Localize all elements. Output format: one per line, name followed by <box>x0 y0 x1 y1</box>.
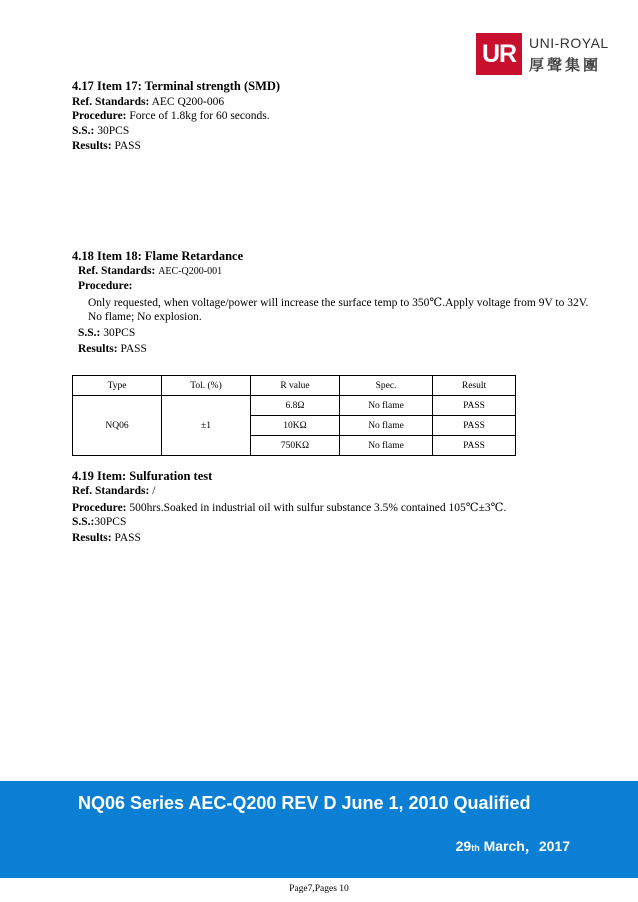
page-number: Page7,Pages 10 <box>289 884 349 894</box>
logo-name-cn: 厚聲集團 <box>529 56 602 74</box>
table-header-row <box>73 376 516 396</box>
footer-title: NQ06 Series AEC-Q200 REV D June 1, 2010 Qualified <box>78 793 531 813</box>
section-418-ss: S.S.: 30PCS <box>78 327 136 339</box>
col-r-value: R value <box>251 376 340 396</box>
logo-name-en: UNI-ROYAL <box>529 35 609 51</box>
cell-result: PASS <box>433 436 516 456</box>
section-418-procedure-line1: Only requested, when voltage/power will increase the surface temp to 350℃.Apply voltage from 9V to 32V. <box>88 297 589 309</box>
footer-date: 29th March，2017 <box>455 838 570 854</box>
section-418-procedure-label: Procedure: <box>78 280 133 292</box>
cell-type: NQ06 <box>73 396 162 456</box>
flame-results-table <box>72 375 516 456</box>
cell-result: PASS <box>433 416 516 436</box>
cell-spec: No flame <box>340 396 433 416</box>
section-419-ref: Ref. Standards: / <box>72 485 156 497</box>
section-419-heading: 4.19 Item: Sulfuration test <box>72 469 213 483</box>
section-417-procedure: Procedure: Force of 1.8kg for 60 seconds. <box>72 110 270 122</box>
cell-r-value: 10KΩ <box>251 416 340 436</box>
cell-tol: ±1 <box>162 396 251 456</box>
col-result: Result <box>433 376 516 396</box>
section-418-procedure-line2: No flame; No explosion. <box>88 311 202 323</box>
cell-result: PASS <box>433 396 516 416</box>
section-417-results: Results: PASS <box>72 140 141 152</box>
section-419-results: Results: PASS <box>72 532 141 544</box>
logo-mark: UR <box>476 33 522 75</box>
section-417-ref: Ref. Standards: AEC Q200-006 <box>72 96 225 108</box>
company-logo <box>476 31 616 77</box>
section-417-heading: 4.17 Item 17: Terminal strength (SMD) <box>72 79 281 93</box>
col-spec: Spec. <box>340 376 433 396</box>
section-419-procedure: Procedure: 500hrs.Soaked in industrial oil with sulfur substance 3.5% contained 105℃±3℃. <box>72 502 507 514</box>
section-418-heading: 4.18 Item 18: Flame Retardance <box>72 249 244 263</box>
cell-spec: No flame <box>340 416 433 436</box>
footer-banner <box>0 781 638 878</box>
col-type: Type <box>73 376 162 396</box>
section-419-ss: S.S.:30PCS <box>72 516 127 528</box>
section-418-results: Results: PASS <box>78 343 147 355</box>
cell-spec: No flame <box>340 436 433 456</box>
section-417-ss: S.S.: 30PCS <box>72 125 130 137</box>
section-418-ref: Ref. Standards: AEC-Q200-001 <box>78 265 223 277</box>
col-tol: Tol. (%) <box>162 376 251 396</box>
table-row <box>73 396 516 416</box>
cell-r-value: 6.8Ω <box>251 396 340 416</box>
cell-r-value: 750KΩ <box>251 436 340 456</box>
